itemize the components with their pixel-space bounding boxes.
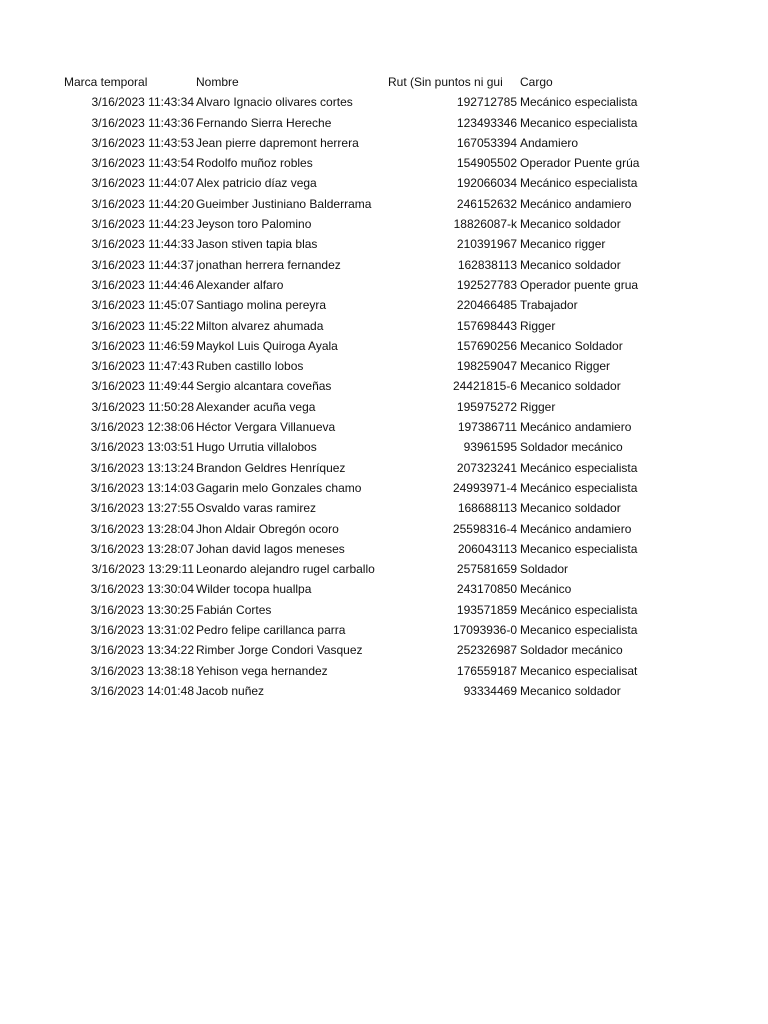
- rut-cell: 157698443: [456, 318, 517, 333]
- role-cell: Mecanico especialista: [520, 623, 638, 638]
- timestamp-cell: 3/16/2023 13:28:04: [90, 521, 194, 536]
- timestamp-cell: 3/16/2023 11:43:53: [91, 135, 194, 150]
- role-cell: Mecanico Soldador: [520, 338, 623, 353]
- rut-cell: 176559187: [456, 663, 517, 678]
- header-name: Nombre: [196, 75, 239, 89]
- timestamp-cell: 3/16/2023 11:45:07: [91, 298, 194, 313]
- role-cell: Mecanico rigger: [520, 237, 606, 252]
- table-row: [0, 661, 768, 681]
- header-timestamp: Marca temporal: [64, 75, 148, 89]
- role-cell: Mecanico Rigger: [520, 359, 611, 374]
- timestamp-cell: 3/16/2023 11:45:22: [91, 318, 194, 333]
- table-row: [0, 539, 768, 559]
- rut-cell: 168688113: [457, 501, 517, 516]
- table-row: [0, 113, 768, 133]
- name-cell: Fabián Cortes: [196, 602, 272, 617]
- rut-cell: 25598316-4: [452, 521, 517, 536]
- name-cell: Maykol Luis Quiroga Ayala: [196, 338, 338, 353]
- timestamp-cell: 3/16/2023 11:47:43: [91, 359, 194, 374]
- rut-cell: 154905502: [456, 156, 517, 171]
- table-row: [0, 376, 768, 396]
- header-row: [0, 72, 768, 92]
- role-cell: Mecanico especialista: [520, 541, 638, 556]
- table-row: [0, 194, 768, 214]
- rut-cell: 252326987: [456, 643, 517, 658]
- timestamp-cell: 3/16/2023 11:44:33: [91, 237, 194, 252]
- timestamp-cell: 3/16/2023 11:46:59: [91, 338, 194, 353]
- name-cell: Alex patricio díaz vega: [196, 176, 317, 191]
- rut-cell: 198259047: [456, 359, 517, 374]
- timestamp-cell: 3/16/2023 11:44:46: [91, 277, 194, 292]
- role-cell: Mecánico especialista: [520, 460, 638, 475]
- timestamp-cell: 3/16/2023 11:44:37: [91, 257, 194, 272]
- role-cell: Mecanico soldador: [520, 257, 621, 272]
- role-cell: Soldador: [520, 562, 569, 577]
- timestamp-cell: 3/16/2023 13:03:51: [90, 440, 194, 455]
- role-cell: Trabajador: [520, 298, 578, 313]
- table-row: [0, 234, 768, 254]
- timestamp-cell: 3/16/2023 13:13:24: [90, 460, 194, 475]
- table-row: [0, 640, 768, 660]
- timestamp-cell: 3/16/2023 13:29:11: [91, 562, 194, 577]
- table-row: [0, 498, 768, 518]
- timestamp-cell: 3/16/2023 13:14:03: [90, 480, 194, 495]
- header-rut: Rut (Sin puntos ni gui: [388, 75, 503, 89]
- timestamp-cell: 3/16/2023 13:30:04: [90, 582, 194, 597]
- rut-cell: 123493346: [456, 115, 517, 130]
- timestamp-cell: 3/16/2023 13:27:55: [90, 501, 194, 516]
- timestamp-cell: 3/16/2023 13:30:25: [90, 602, 194, 617]
- table-row: [0, 559, 768, 579]
- rut-cell: 93961595: [463, 440, 517, 455]
- rut-cell: 207323241: [456, 460, 517, 475]
- table-row: [0, 275, 768, 295]
- table-row: [0, 519, 768, 539]
- name-cell: Gueimber Justiniano Balderrama: [196, 196, 372, 211]
- table-row: [0, 153, 768, 173]
- role-cell: Mecánico especialista: [520, 176, 638, 191]
- table-row: [0, 417, 768, 437]
- name-cell: Rimber Jorge Condori Vasquez: [196, 643, 363, 658]
- name-cell: Alexander acuña vega: [196, 399, 316, 414]
- timestamp-cell: 3/16/2023 13:38:18: [90, 663, 194, 678]
- rut-cell: 93334469: [463, 683, 517, 698]
- role-cell: Mecanico soldador: [520, 217, 621, 232]
- rut-cell: 167053394: [456, 135, 517, 150]
- table-row: [0, 173, 768, 193]
- rut-cell: 195975272: [456, 399, 517, 414]
- role-cell: Mecánico andamiero: [520, 420, 632, 435]
- timestamp-cell: 3/16/2023 11:43:34: [91, 95, 194, 110]
- name-cell: Sergio alcantara coveñas: [196, 379, 332, 394]
- timestamp-cell: 3/16/2023 11:43:36: [91, 115, 194, 130]
- role-cell: Mecánico especialista: [520, 95, 638, 110]
- rut-cell: 192712785: [456, 95, 517, 110]
- rut-cell: 193571859: [456, 602, 517, 617]
- name-cell: Leonardo alejandro rugel carballo: [196, 562, 375, 577]
- rut-cell: 157690256: [456, 338, 517, 353]
- name-cell: Osvaldo varas ramirez: [196, 501, 317, 516]
- rut-cell: 17093936-0: [452, 623, 517, 638]
- table-row: [0, 579, 768, 599]
- name-cell: Rodolfo muñoz robles: [196, 156, 313, 171]
- table-row: [0, 295, 768, 315]
- role-cell: Mecánico: [520, 582, 572, 597]
- table-row: [0, 478, 768, 498]
- table-row: [0, 214, 768, 234]
- rut-cell: 162838113: [457, 257, 517, 272]
- name-cell: Brandon Geldres Henríquez: [196, 460, 346, 475]
- name-cell: Santiago molina pereyra: [196, 298, 327, 313]
- role-cell: Mecanico soldador: [520, 683, 621, 698]
- name-cell: Jason stiven tapia blas: [196, 237, 318, 252]
- role-cell: Andamiero: [520, 135, 579, 150]
- role-cell: Mecánico especialista: [520, 602, 638, 617]
- rut-cell: 197386711: [457, 420, 517, 435]
- timestamp-cell: 3/16/2023 11:43:54: [91, 156, 194, 171]
- role-cell: Mecánico andamiero: [520, 521, 632, 536]
- role-cell: Operador puente grua: [520, 277, 639, 292]
- table-row: [0, 437, 768, 457]
- name-cell: Jeyson toro Palomino: [196, 217, 312, 232]
- name-cell: Jacob nuñez: [196, 683, 265, 698]
- role-cell: Mecanico soldador: [520, 501, 621, 516]
- timestamp-cell: 3/16/2023 11:44:07: [91, 176, 194, 191]
- timestamp-cell: 3/16/2023 11:44:20: [91, 196, 194, 211]
- role-cell: Operador Puente grúa: [520, 156, 640, 171]
- table-row: [0, 681, 768, 701]
- name-cell: Ruben castillo lobos: [196, 359, 304, 374]
- name-cell: Johan david lagos meneses: [196, 541, 345, 556]
- role-cell: Mecánico andamiero: [520, 196, 632, 211]
- rut-cell: 24993971-4: [452, 480, 517, 495]
- name-cell: Pedro felipe carillanca parra: [196, 623, 346, 638]
- timestamp-cell: 3/16/2023 11:49:44: [91, 379, 194, 394]
- table-row: [0, 316, 768, 336]
- table-body: [0, 92, 768, 701]
- timestamp-cell: 3/16/2023 11:44:23: [91, 217, 194, 232]
- rut-cell: 18826087-k: [453, 217, 517, 232]
- timestamp-cell: 3/16/2023 13:31:02: [90, 623, 194, 638]
- name-cell: jonathan herrera fernandez: [196, 257, 341, 272]
- name-cell: Milton alvarez ahumada: [196, 318, 324, 333]
- timestamp-cell: 3/16/2023 12:38:06: [90, 420, 194, 435]
- name-cell: Jhon Aldair Obregón ocoro: [196, 521, 339, 536]
- table-row: [0, 255, 768, 275]
- table-row: [0, 336, 768, 356]
- name-cell: Héctor Vergara Villanueva: [196, 420, 336, 435]
- header-role: Cargo: [520, 75, 553, 89]
- rut-cell: 206043113: [457, 541, 517, 556]
- role-cell: Mecanico especialisat: [520, 663, 638, 678]
- name-cell: Alvaro Ignacio olivares cortes: [196, 95, 353, 110]
- rut-cell: 243170850: [456, 582, 517, 597]
- rut-cell: 257581659: [456, 562, 517, 577]
- timestamp-cell: 3/16/2023 11:50:28: [91, 399, 194, 414]
- rut-cell: 246152632: [456, 196, 517, 211]
- timestamp-cell: 3/16/2023 13:34:22: [90, 643, 194, 658]
- table-row: [0, 458, 768, 478]
- name-cell: Gagarin melo Gonzales chamo: [196, 480, 362, 495]
- role-cell: Soldador mecánico: [520, 643, 623, 658]
- name-cell: Jean pierre dapremont herrera: [196, 135, 359, 150]
- name-cell: Alexander alfaro: [196, 277, 284, 292]
- timestamp-cell: 3/16/2023 14:01:48: [90, 683, 194, 698]
- table-row: [0, 356, 768, 376]
- role-cell: Mecanico soldador: [520, 379, 621, 394]
- spreadsheet-table: [0, 72, 768, 701]
- role-cell: Rigger: [520, 318, 556, 333]
- table-row: [0, 620, 768, 640]
- table-row: [0, 397, 768, 417]
- rut-cell: 210391967: [456, 237, 517, 252]
- table-row: [0, 600, 768, 620]
- table-row: [0, 92, 768, 112]
- name-cell: Yehison vega hernandez: [196, 663, 328, 678]
- name-cell: Fernando Sierra Hereche: [196, 115, 332, 130]
- table-row: [0, 133, 768, 153]
- role-cell: Mecanico especialista: [520, 115, 638, 130]
- name-cell: Hugo Urrutia villalobos: [196, 440, 317, 455]
- timestamp-cell: 3/16/2023 13:28:07: [90, 541, 194, 556]
- rut-cell: 24421815-6: [452, 379, 517, 394]
- rut-cell: 192066034: [456, 176, 517, 191]
- role-cell: Mecánico especialista: [520, 480, 638, 495]
- role-cell: Soldador mecánico: [520, 440, 623, 455]
- rut-cell: 220466485: [456, 298, 517, 313]
- role-cell: Rigger: [520, 399, 556, 414]
- name-cell: Wilder tocopa huallpa: [196, 582, 312, 597]
- rut-cell: 192527783: [456, 277, 517, 292]
